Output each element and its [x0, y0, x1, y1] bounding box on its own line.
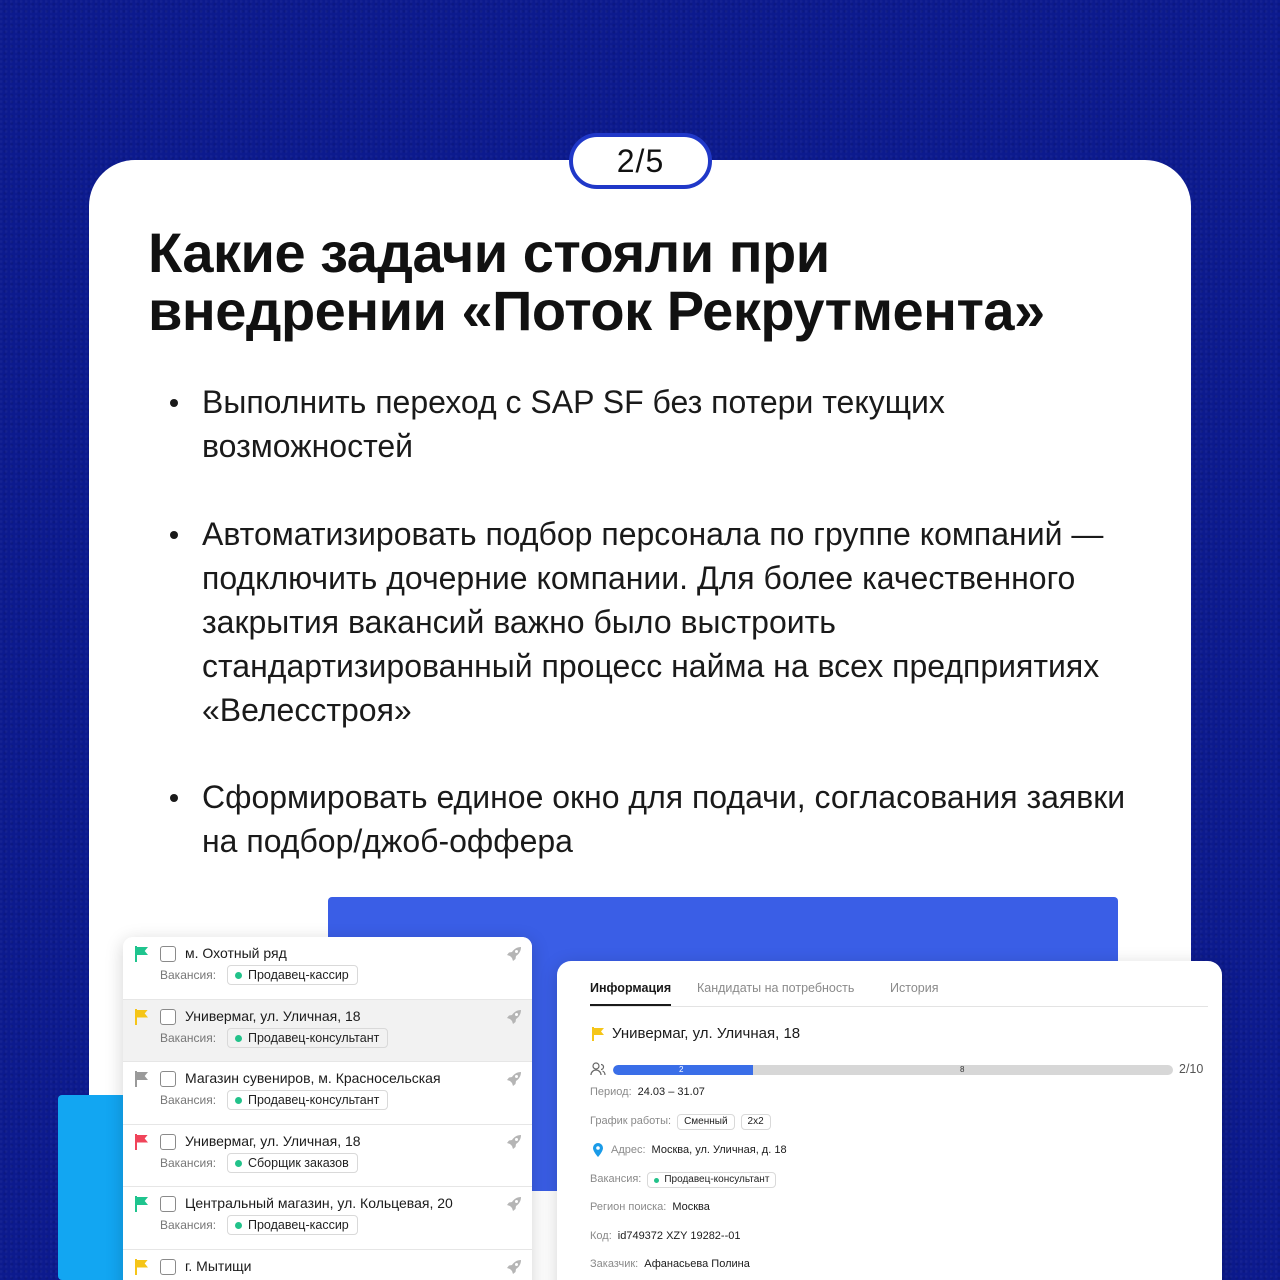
customer-value: Афанасьева Полина	[644, 1258, 750, 1270]
tab-information[interactable]: Информация	[590, 981, 672, 995]
code-value: id749372 XZY 19282--01	[617, 1230, 741, 1242]
rocket-icon[interactable]	[506, 1009, 522, 1025]
flag-icon	[135, 1071, 149, 1085]
vacancy-label: Вакансия:	[160, 1155, 217, 1170]
row-title: м. Охотный ряд	[185, 945, 287, 961]
flag-icon	[135, 1196, 149, 1210]
flag-icon	[135, 1009, 149, 1023]
progress-count: 2/10	[1179, 1062, 1204, 1076]
title-line-2: внедрении «Поток Рекрутмента»	[148, 279, 1045, 342]
region-label: Регион поиска:	[590, 1201, 667, 1213]
row-title: Магазин сувениров, м. Красносельская	[185, 1070, 441, 1086]
vacancy-field	[590, 1172, 776, 1188]
region-field	[590, 1201, 710, 1213]
flag-icon	[135, 1134, 149, 1148]
row-title: Универмаг, ул. Уличная, 18	[185, 1007, 361, 1024]
task-item-2: Автоматизировать подбор персонала по группе компаний — подключить дочерние компании. Для более качественного закрытия вакансий важно было выстроить стандартизированный процесс найма на всех предприятиях «Велесстроя»	[166, 512, 1156, 732]
vacancy-label: Вакансия:	[160, 1030, 217, 1045]
rocket-icon[interactable]	[506, 1134, 522, 1150]
tab-history[interactable]: История	[890, 981, 939, 995]
row-checkbox[interactable]	[160, 1071, 176, 1087]
flag-icon	[135, 946, 149, 960]
region-value: Москва	[672, 1201, 710, 1213]
row-checkbox[interactable]	[160, 1134, 176, 1150]
vacancy-tag: Продавец-консультант	[227, 1090, 388, 1110]
task-item-3: Сформировать единое окно для подачи, согласования заявки на подбор/джоб-оффера	[166, 775, 1156, 863]
list-item[interactable]	[123, 937, 532, 1000]
list-item[interactable]	[123, 1187, 532, 1250]
detail-tabs	[590, 981, 1208, 1007]
rocket-icon[interactable]	[506, 946, 522, 962]
row-title: г. Мытищи	[185, 1257, 252, 1274]
customer-label: Заказчик:	[590, 1258, 639, 1270]
progress-filled-label: 2	[679, 1065, 684, 1074]
customer-field	[590, 1258, 750, 1270]
progress-remaining-label: 8	[960, 1065, 965, 1074]
address-value: Москва, ул. Уличная, д. 18	[651, 1144, 787, 1156]
task-item-1: Выполнить переход с SAP SF без потери текущих возможностей	[166, 380, 1066, 468]
detail-title: Универмаг, ул. Уличная, 18	[612, 1025, 801, 1042]
schedule-field	[590, 1114, 771, 1130]
list-item[interactable]	[123, 1250, 532, 1280]
flag-icon	[592, 1027, 606, 1041]
row-checkbox[interactable]	[160, 1009, 176, 1025]
address-field	[611, 1144, 787, 1156]
list-item[interactable]	[123, 1062, 532, 1125]
schedule-label: График работы:	[590, 1115, 672, 1127]
vacancy-chip: Продавец-консультант	[647, 1172, 776, 1188]
candidates-progress-bar	[613, 1065, 1173, 1075]
vacancy-tag: Продавец-кассир	[227, 965, 358, 985]
row-checkbox[interactable]	[160, 946, 176, 962]
slide-title	[148, 221, 1148, 342]
people-icon	[590, 1062, 606, 1076]
period-label: Период:	[590, 1086, 632, 1098]
row-title: Универмаг, ул. Уличная, 18	[185, 1132, 361, 1149]
vacancy-label: Вакансия:	[160, 1218, 217, 1232]
period-field	[590, 1086, 705, 1098]
schedule-chip-shift: Сменный	[677, 1114, 734, 1130]
rocket-icon[interactable]	[506, 1196, 522, 1212]
row-checkbox[interactable]	[160, 1196, 176, 1212]
list-item[interactable]	[123, 1125, 532, 1188]
location-pin-icon	[592, 1143, 604, 1157]
code-label: Код:	[590, 1230, 612, 1242]
vacancy-detail-panel	[557, 961, 1222, 1280]
row-checkbox[interactable]	[160, 1259, 176, 1275]
vacancy-tag: Продавец-кассир	[227, 1215, 358, 1235]
vacancy-label: Вакансия:	[590, 1173, 642, 1185]
page-indicator: 2/5	[569, 133, 712, 189]
vacancy-label: Вакансия:	[160, 968, 217, 982]
address-label: Адрес:	[611, 1144, 646, 1156]
title-line-1: Какие задачи стояли при	[148, 221, 830, 284]
vacancy-list-panel	[123, 937, 532, 1280]
rocket-icon[interactable]	[506, 1259, 522, 1275]
tab-candidates[interactable]: Кандидаты на потребность	[697, 981, 855, 995]
vacancy-label: Вакансия:	[160, 1093, 217, 1107]
row-title: Центральный магазин, ул. Кольцевая, 20	[185, 1195, 453, 1211]
flag-icon	[135, 1259, 149, 1273]
vacancy-tag: Сборщик заказов	[227, 1153, 358, 1173]
code-field	[590, 1230, 741, 1242]
vacancy-tag: Продавец-консультант	[227, 1028, 388, 1048]
rocket-icon[interactable]	[506, 1071, 522, 1087]
schedule-chip-2x2: 2x2	[741, 1114, 771, 1130]
list-item[interactable]	[123, 1000, 532, 1063]
period-value: 24.03 – 31.07	[637, 1086, 705, 1098]
